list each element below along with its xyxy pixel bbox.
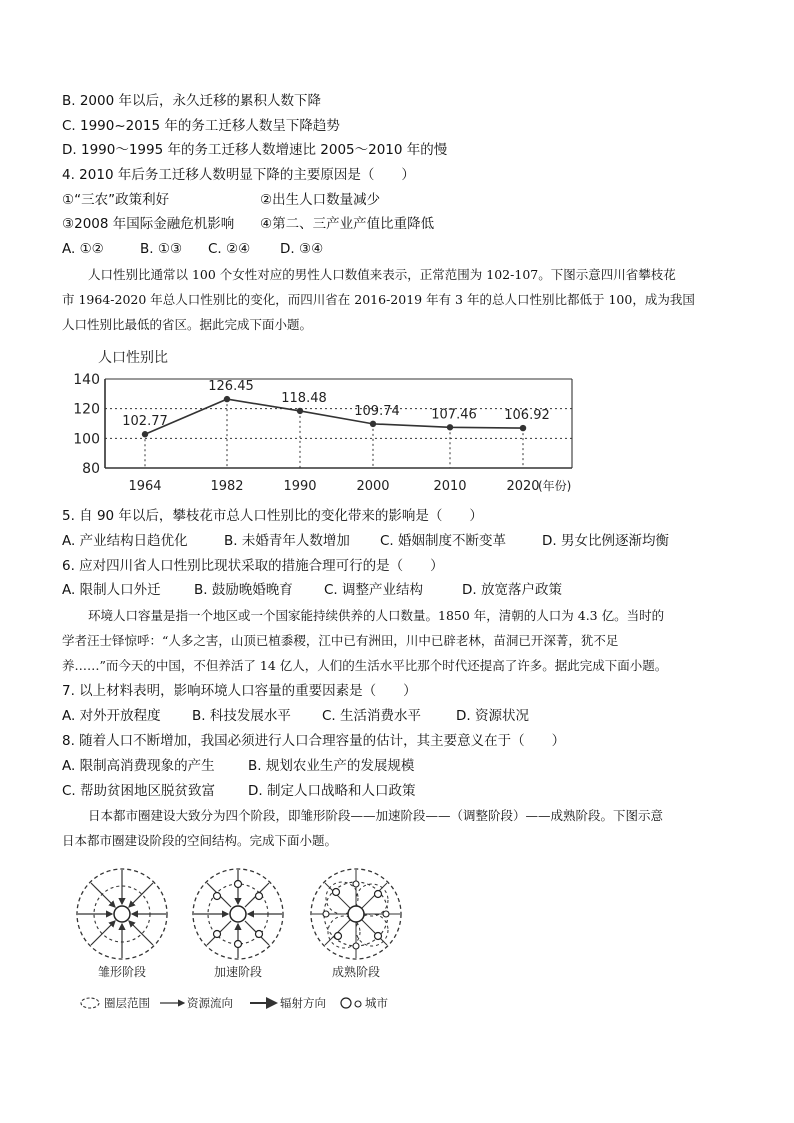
q8-option-d: D. 制定人口战略和人口政策 — [248, 783, 416, 799]
q4-item-4: ④第二、三产业产值比重降低 — [260, 216, 435, 232]
material-metropolitan — [62, 803, 732, 853]
stage3-diagram — [311, 869, 401, 959]
q7-option-c: C. 生活消费水平 — [322, 708, 422, 724]
q8-options-row2 — [62, 782, 415, 800]
q5-stem: 5. 自 90 年以后，攀枝花市总人口性别比的变化带来的影响是（ ） — [62, 508, 483, 524]
stage1-caption: 雏形阶段 — [97, 965, 147, 979]
legend-city-small-symbol — [355, 1001, 361, 1007]
data-label: 118.48 — [281, 390, 327, 406]
q5-option-b: B. 未婚青年人数增加 — [224, 533, 350, 549]
q4-item-2: ②出生人口数量减少 — [260, 192, 381, 208]
data-label: 126.45 — [208, 379, 254, 395]
q5-option-c: C. 婚姻制度不断变革 — [380, 533, 507, 549]
legend-radiation: 辐射方向 — [280, 996, 326, 1010]
stage1-diagram — [77, 869, 167, 959]
q4-option-c: C. ②④ — [208, 241, 251, 257]
data-point — [447, 424, 453, 430]
x-tick-label: 2000 — [356, 479, 390, 494]
q6-option-d: D. 放宽落户政策 — [462, 582, 562, 598]
data-label: 109.74 — [354, 403, 400, 419]
legend-city: 城市 — [365, 996, 388, 1010]
legend-city-large-symbol — [341, 998, 351, 1008]
figure-legend — [81, 996, 388, 1010]
data-point — [520, 425, 526, 431]
q7-option-a: A. 对外开放程度 — [62, 708, 161, 724]
material-sex-ratio — [62, 262, 732, 337]
q8-option-c: C. 帮助贫困地区脱贫致富 — [62, 783, 216, 799]
q4-item-3: ③2008 年国际金融危机影响 — [62, 216, 235, 232]
q4-items-row1 — [62, 191, 380, 209]
data-label: 106.92 — [504, 408, 550, 424]
data-point — [224, 396, 230, 402]
material-environment-capacity — [62, 603, 732, 678]
q7-option-d: D. 资源状况 — [456, 708, 529, 724]
material3-line1: 日本都市圈建设大致分为四个阶段，即雏形阶段——加速阶段——（调整阶段）——成熟阶段。下图示意 — [88, 808, 664, 823]
q4-stem: 4. 2010 年后务工迁移人数明显下降的主要原因是（ ） — [62, 167, 415, 183]
q6-option-a: A. 限制人口外迁 — [62, 582, 161, 598]
q6-stem: 6. 应对四川省人口性别比现状采取的措施合理可行的是（ ） — [62, 558, 444, 574]
x-tick-label: 1982 — [210, 479, 244, 494]
q5-option-a: A. 产业结构日趋优化 — [62, 533, 188, 549]
y-tick-label: 100 — [73, 431, 100, 448]
q4-option-a: A. ①② — [62, 241, 104, 257]
material1-line2: 市 1964-2020 年总人口性别比的变化，而四川省在 2016-2019 年有 3 年的总人口性别比都低于 100，成为我国 — [62, 292, 695, 307]
x-tick-label: 1964 — [128, 479, 162, 494]
material1-line3: 人口性别比最低的省区。据此完成下面小题。 — [62, 317, 313, 332]
x-axis-label: (年份) — [538, 479, 572, 493]
material3-line2: 日本都市圈建设阶段的空间结构。完成下面小题。 — [62, 833, 338, 848]
legend-resource-flow: 资源流向 — [187, 996, 233, 1010]
q7-option-b: B. 科技发展水平 — [192, 708, 291, 724]
q6-option-c: C. 调整产业结构 — [324, 582, 424, 598]
legend-circle-range-symbol — [81, 998, 99, 1008]
q4-option-b: B. ①③ — [140, 241, 183, 257]
y-tick-label: 120 — [73, 401, 100, 418]
q6-option-b: B. 鼓励晚婚晚育 — [194, 582, 293, 598]
material1-line1: 人口性别比通常以 100 个女性对应的男性人口数值来表示，正常范围为 102-107。下图示意四川省攀枝花 — [88, 267, 676, 282]
y-tick-label: 80 — [82, 461, 100, 477]
sex-ratio-chart — [60, 344, 600, 496]
q8-stem: 8. 随着人口不断增加，我国必须进行人口合理容量的估计，其主要意义在于（ ） — [62, 733, 566, 749]
q5-option-d: D. 男女比例逐渐均衡 — [542, 533, 669, 549]
data-label: 107.46 — [431, 407, 477, 423]
q8-option-b: B. 规划农业生产的发展规模 — [248, 758, 415, 774]
stage3-caption: 成熟阶段 — [331, 965, 381, 979]
data-label: 102.77 — [122, 414, 168, 430]
x-tick-label: 2010 — [433, 479, 467, 494]
q3-option-c: C. 1990~2015 年的务工迁移人数呈下降趋势 — [62, 118, 340, 134]
material2-line2: 学者汪士铎惊呼：“人多之害，山顶已植黍稷，江中已有洲田，川中已辟老林，苗洞已开深菁，犹不足 — [62, 633, 619, 648]
metropolitan-stages-figure — [60, 858, 420, 1018]
stage2-diagram — [193, 869, 283, 959]
material2-line1: 环境人口容量是指一个地区或一个国家能持续供养的人口数量。1850 年，清朝的人口为 4.3 亿。当时的 — [88, 608, 665, 623]
data-point — [297, 408, 303, 414]
data-point — [370, 421, 376, 427]
q3-option-b: B. 2000 年以后，永久迁移的累积人数下降 — [62, 93, 321, 109]
q4-options — [62, 240, 323, 258]
data-point — [142, 431, 148, 437]
y-tick-label: 140 — [73, 372, 100, 388]
stage2-caption: 加速阶段 — [213, 965, 263, 979]
q4-option-d: D. ③④ — [280, 241, 324, 257]
chart-title: 人口性别比 — [98, 350, 168, 366]
q8-option-a: A. 限制高消费现象的产生 — [62, 758, 215, 774]
material2-line3: 养……”而今天的中国，不但养活了 14 亿人，人们的生活水平比那个时代还提高了许多。据此完成下面小题。 — [62, 658, 668, 673]
q4-items-row2 — [62, 215, 434, 233]
q8-options-row1 — [62, 757, 414, 775]
x-tick-label: 1990 — [283, 479, 317, 494]
q7-options — [62, 707, 529, 725]
q3-option-d: D. 1990～1995 年的务工迁移人数增速比 2005～2010 年的慢 — [62, 142, 448, 158]
q7-stem: 7. 以上材料表明，影响环境人口容量的重要因素是（ ） — [62, 683, 417, 699]
legend-circle-range: 圈层范围 — [104, 996, 150, 1010]
q4-item-1: ①“三农”政策利好 — [62, 192, 170, 208]
q5-options — [62, 532, 669, 550]
x-tick-label: 2020 — [506, 479, 540, 494]
q6-options — [62, 581, 562, 599]
